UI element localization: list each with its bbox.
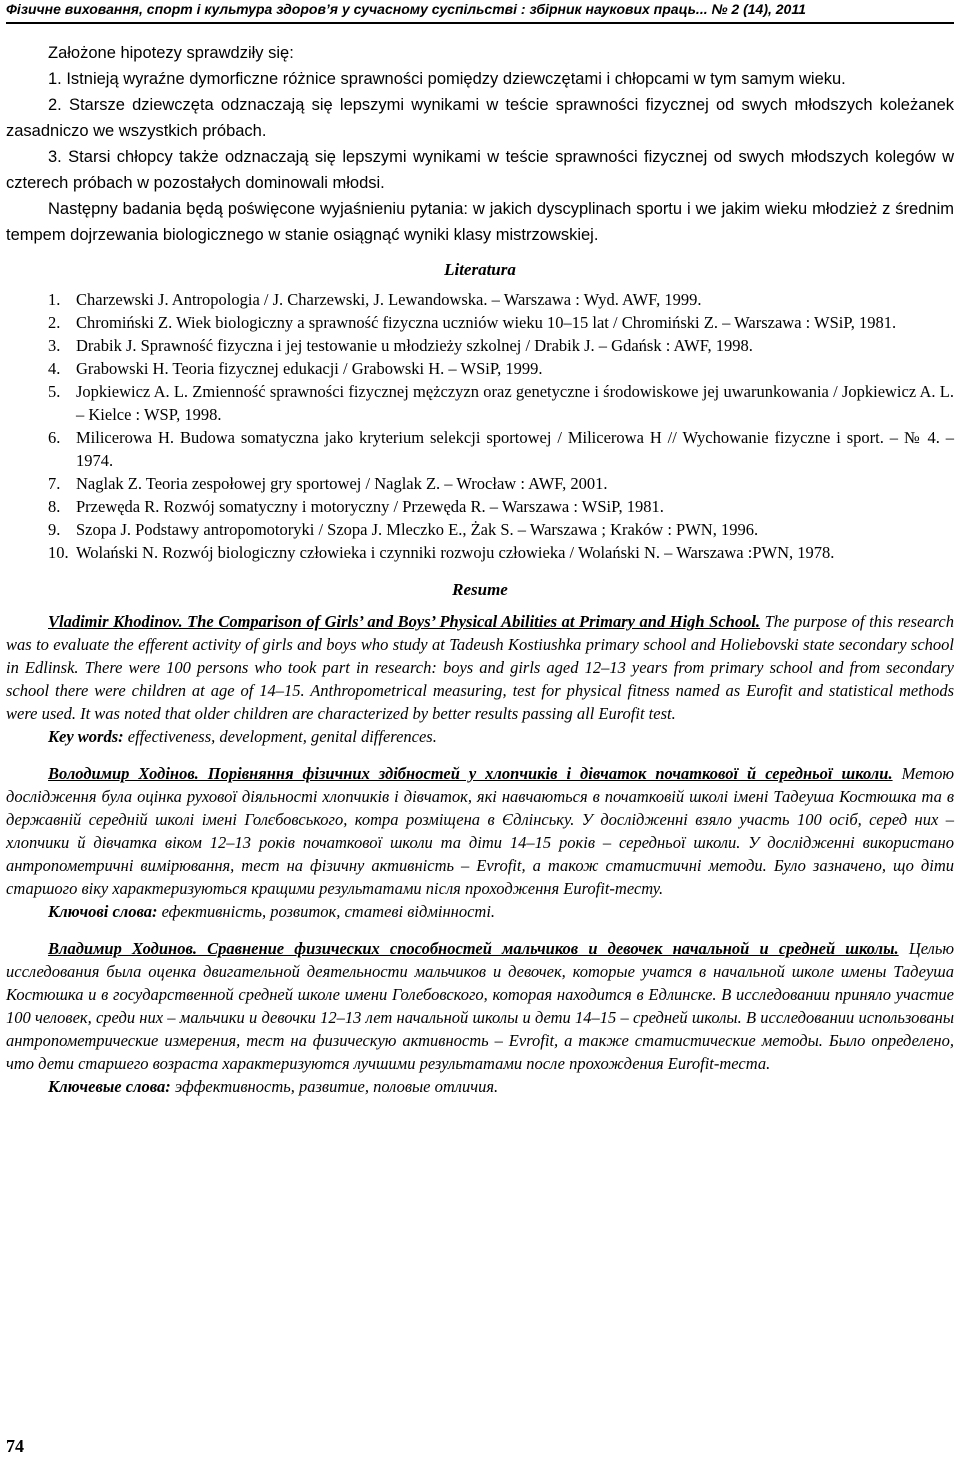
reference-item	[6, 495, 954, 518]
reference-number: 1.	[48, 290, 61, 309]
hypothesis-3: 3. Starsi chłopcy także odznaczają się lepszymi wynikami w teście sprawności fizycznej od swych młodszych kolegów w czterech próbach w pozostałych dominowali młodsi.	[6, 148, 954, 192]
reference-text: Szopa J. Podstawy antropomotoryki / Szopa J. Mleczko E., Żak S. – Warszawa ; Kraków : PWN, 1996.	[76, 520, 759, 539]
literature-heading: Literatura	[444, 260, 516, 279]
reference-text: Grabowski H. Teoria fizycznej edukacji / Grabowski H. – WSiP, 1999.	[76, 359, 543, 378]
keywords-english	[6, 725, 954, 748]
reference-item	[6, 288, 954, 311]
reference-item	[6, 311, 954, 334]
reference-item	[6, 334, 954, 357]
reference-text: Jopkiewicz A. L. Zmienność sprawności fizycznej mężczyzn oraz genetyczne i środowiskowe jej uwarunkowania / Jopkiewicz A. L. – Kielce : WSP, 1998.	[76, 382, 954, 424]
abstract-ukrainian-text: Метою дослідження була оцінка руховоï діяльності хлопчиків і дівчаток, які навчаються в початковій школі імені Тадеуша Костюшка та в державній середній школі імені Голєбовського, котра розміщена в Єдлінську. У дослідженні взяло участь 100 осіб, серед них – хлопчики й дівчатка віком 12–13 років початковоï школи та діти 14–15 років – середньоï школи. У дослідженні використано антропометричні вимірювання, тест на фізичну активність – Evrofit, а також статистичні методи. Було зазначено, що діти старшого віку характеризуються кращими результатами після проходження Eurofit-тесту.	[6, 764, 954, 898]
reference-number: 4.	[48, 359, 61, 378]
reference-number: 8.	[48, 497, 61, 516]
hypotheses-intro: Założone hipotezy sprawdziły się:	[48, 44, 294, 62]
conclusion-paragraph: Następny badania będą poświęcone wyjaśnieniu pytania: w jakich dyscyplinach sportu i we jakim wieku młodzież z średnim tempem dojrzewania biologicznego w stanie osiągnąć wyniki klasy mistrzowskiej.	[6, 200, 954, 244]
abstract-russian	[6, 937, 954, 1075]
reference-number: 10.	[48, 543, 69, 562]
reference-number: 9.	[48, 520, 61, 539]
abstract-ukrainian	[6, 762, 954, 900]
reference-number: 2.	[48, 313, 61, 332]
abstract-russian-heading: Владимир Ходинов. Сравнение физических способностей мальчиков и девочек начальной и средней школы.	[48, 939, 899, 958]
reference-number: 5.	[48, 382, 61, 401]
reference-text: Milicerowa H. Budowa somatyczna jako kryterium selekcji sportowej / Milicerowa H // Wychowanie fizyczne i sport. – № 4. – 1974.	[76, 428, 954, 470]
abstract-ukrainian-heading: Володимир Ходінов. Порівняння фізичних здібностей у хлопчиків і дівчаток початкової й середньої школи.	[48, 764, 893, 783]
abstract-english	[6, 610, 954, 725]
keywords-russian	[6, 1075, 954, 1098]
reference-list	[6, 288, 954, 564]
reference-text: Wolański N. Rozwój biologiczny człowieka i czynniki rozwoju człowieka / Wolański N. – Warszawa :PWN, 1978.	[76, 543, 835, 562]
reference-number: 6.	[48, 428, 61, 447]
reference-number: 3.	[48, 336, 61, 355]
reference-item	[6, 541, 954, 564]
reference-text: Przewęda R. Rozwój somatyczny i motoryczny / Przewęda R. – Warszawa : WSiP, 1981.	[76, 497, 664, 516]
hypothesis-2: 2. Starsze dziewczęta odznaczają się lepszymi wynikami w teście sprawności fizycznej od swych młodszych koleżanek zasadniczo we wszystkich próbach.	[6, 96, 954, 140]
reference-text: Naglak Z. Teoria zespołowej gry sportowej / Naglak Z. – Wrocław : AWF, 2001.	[76, 474, 608, 493]
reference-item	[6, 472, 954, 495]
reference-item	[6, 357, 954, 380]
keywords-ukrainian-label: Ключові слова:	[48, 902, 158, 921]
hypothesis-1: 1. Istnieją wyraźne dymorficzne różnice sprawności pomiędzy dziewczętami i chłopcami w tym samym wieku.	[48, 70, 846, 88]
page-number: 74	[6, 1436, 24, 1456]
running-header: Фізичне виховання, спорт і культура здоров’я у сучасному суспільстві : збірник наукових праць... № 2 (14), 2011	[6, 0, 954, 24]
reference-text: Drabik J. Sprawność fizyczna i jej testowanie u młodzieży szkolnej / Drabik J. – Gdańsk : AWF, 1998.	[76, 336, 753, 355]
reference-text: Charzewski J. Antropologia / J. Charzewski, J. Lewandowska. – Warszawa : Wyd. AWF, 1999.	[76, 290, 702, 309]
reference-item	[6, 426, 954, 472]
reference-number: 7.	[48, 474, 61, 493]
resume-heading: Resume	[452, 580, 508, 599]
abstract-english-heading: Vladimir Khodinov. The Comparison of Girls’ and Boys’ Physical Abilities at Primary and High School.	[48, 612, 761, 631]
keywords-russian-label: Ключевые слова:	[48, 1077, 171, 1096]
keywords-ukrainian	[6, 900, 954, 923]
reference-item	[6, 380, 954, 426]
keywords-russian-text: эффективность, развитие, половые отличия.	[170, 1077, 499, 1096]
reference-item	[6, 518, 954, 541]
keywords-english-text: effectiveness, development, genital differences.	[123, 727, 437, 746]
abstract-russian-text: Целью исследования была оценка двигательной деятельности мальчиков и девочек, которые учатся в начальной школе имены Тадеуша Костюшка и в государственной средней школе имени Голебовского, которая находится в Едлинске. В исследовании приняло участие 100 человек, среди них – мальчики и девочки 12–13 лет начальной школы и дети 14–15 – средней школы. В исследовании использованы антропометрические измерения, тест на физическую активность – Evrofit, а также статистические методы. Было определено, что дети старшего возраста характеризуются лучшими результатами после прохождения Eurofit-теста.	[6, 939, 954, 1073]
article-body	[6, 40, 954, 1098]
keywords-english-label: Key words:	[48, 727, 124, 746]
keywords-ukrainian-text: ефективність, розвиток, статеві відмінності.	[157, 902, 496, 921]
reference-text: Chromiński Z. Wiek biologiczny a sprawność fizyczna uczniów wieku 10–15 lat / Chromiński Z. – Warszawa : WSiP, 1981.	[76, 313, 897, 332]
abstract-english-text: The purpose of this research was to evaluate the efferent activity of girls and boys who study at Tadeush Kostiushka primary school and Holiebovski state secondary school in Edlinsk. There were 100 persons who took part in research: boys and girls aged 12–13 years from primary school and from secondary school there were children at age of 14–15. Anthropometrical measuring, test for physical fitness named as Eurofit and statistical methods were used. It was noted that older children are characterized by better results passing all Eurofit test.	[6, 612, 954, 723]
